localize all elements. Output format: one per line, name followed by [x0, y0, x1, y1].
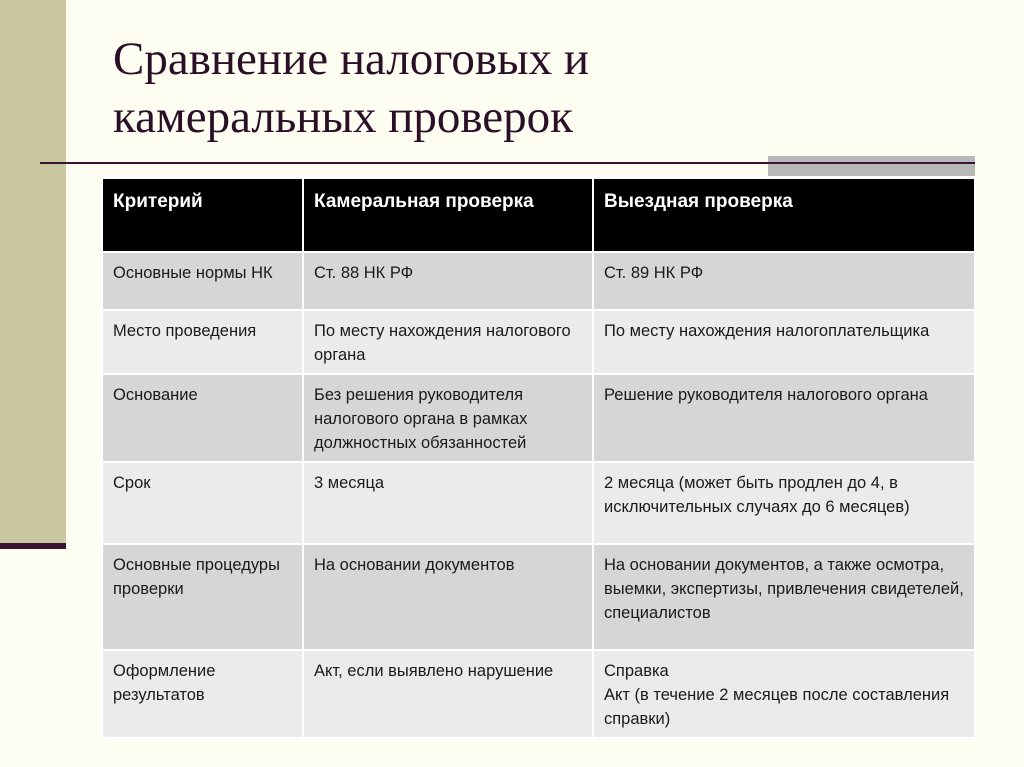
- header-desk-audit: Камеральная проверка: [303, 178, 593, 252]
- table-header-row: [102, 178, 975, 252]
- field-audit-cell: На основании документов, а также осмотра, выемки, экспертизы, привлечения свидетелей, специалистов: [593, 544, 975, 650]
- table-row: [102, 544, 975, 650]
- table-row: [102, 650, 975, 738]
- header-criterion: Критерий: [102, 178, 303, 252]
- field-audit-cell: Решение руководителя налогового органа: [593, 374, 975, 462]
- comparison-table: [101, 177, 976, 739]
- criterion-cell: Основные процедуры проверки: [102, 544, 303, 650]
- slide-title-line-2: камеральных проверок: [113, 91, 573, 143]
- table-row: [102, 252, 975, 310]
- table-row: [102, 374, 975, 462]
- desk-audit-cell: Ст. 88 НК РФ: [303, 252, 593, 310]
- field-audit-cell-line: Справка: [604, 662, 669, 680]
- desk-audit-cell: Акт, если выявлено нарушение: [303, 650, 593, 738]
- side-decor-band: [0, 0, 66, 543]
- table-row: [102, 462, 975, 544]
- slide-title: [113, 30, 913, 146]
- criterion-cell: Основание: [102, 374, 303, 462]
- title-accent-bar: [768, 156, 975, 176]
- field-audit-cell: По месту нахождения налогоплательщика: [593, 310, 975, 374]
- field-audit-cell: [593, 650, 975, 738]
- field-audit-cell: Ст. 89 НК РФ: [593, 252, 975, 310]
- slide-title-line-1: Сравнение налоговых и: [113, 33, 589, 85]
- field-audit-cell: 2 месяца (может быть продлен до 4, в исключительных случаях до 6 месяцев): [593, 462, 975, 544]
- criterion-cell: Срок: [102, 462, 303, 544]
- desk-audit-cell: Без решения руководителя налогового органа в рамках должностных обязанностей: [303, 374, 593, 462]
- table-row: [102, 310, 975, 374]
- desk-audit-cell: На основании документов: [303, 544, 593, 650]
- side-decor-line: [0, 543, 66, 549]
- criterion-cell: Оформление результатов: [102, 650, 303, 738]
- criterion-cell: Основные нормы НК: [102, 252, 303, 310]
- field-audit-cell-line: Акт (в течение 2 месяцев после составления справки): [604, 686, 950, 728]
- desk-audit-cell: 3 месяца: [303, 462, 593, 544]
- desk-audit-cell: По месту нахождения налогового органа: [303, 310, 593, 374]
- criterion-cell: Место проведения: [102, 310, 303, 374]
- title-divider: [40, 162, 975, 164]
- header-field-audit: Выездная проверка: [593, 178, 975, 252]
